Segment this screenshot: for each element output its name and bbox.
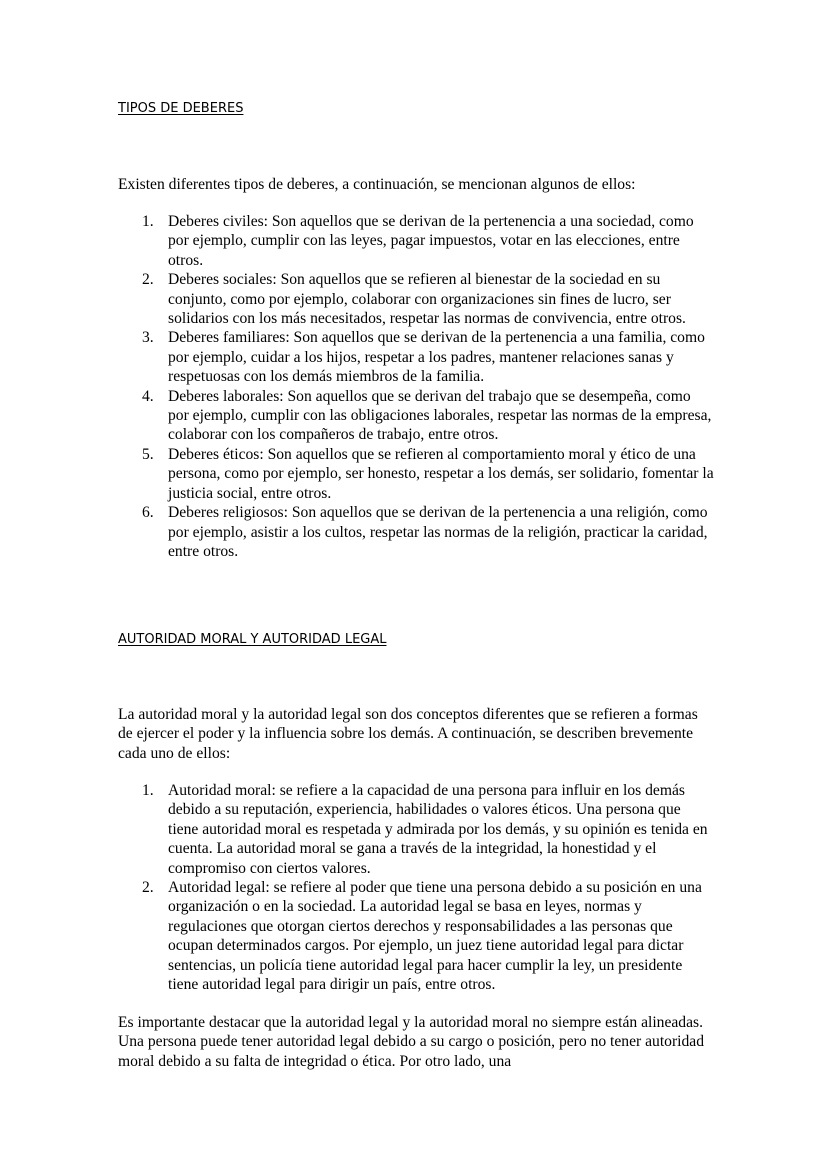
list-item (118, 445, 714, 503)
list-item-number: 6. (142, 504, 154, 522)
list-item-number: 5. (142, 445, 154, 463)
list-item (118, 387, 714, 445)
section-heading-autoridad: AUTORIDAD MORAL Y AUTORIDAD LEGAL (118, 632, 387, 647)
closing-paragraph: Es importante destacar que la autoridad legal y la autoridad moral no siempre están alineadas. Una persona puede tener autoridad legal debido a su cargo o posición, pero no tener autoridad moral debido a su falta de integridad o ética. Por otro lado, una (118, 1014, 705, 1070)
list-item-text: Deberes familiares: Son aquellos que se derivan de la pertenencia a una familia, como por ejemplo, cuidar a los hijos, respetar a los padres, mantener relaciones sanas y respetuosas con los demás miembros de la familia. (168, 329, 705, 386)
deberes-list (118, 212, 714, 561)
section-intro-deberes: Existen diferentes tipos de deberes, a continuación, se mencionan algunos de ellos: (118, 176, 636, 193)
list-item-text: Deberes civiles: Son aquellos que se derivan de la pertenencia a una sociedad, como por ejemplo, cumplir con las leyes, pagar impuestos, votar en las elecciones, entre otros. (168, 213, 694, 269)
list-item (118, 212, 714, 270)
section-intro-autoridad: La autoridad moral y la autoridad legal son dos conceptos diferentes que se refieren a formas de ejercer el poder y la influencia sobre los demás. A continuación, se describen brevemente cada uno de ellos: (118, 706, 698, 762)
list-item-text: Deberes éticos: Son aquellos que se refieren al comportamiento moral y ético de una persona, como por ejemplo, ser honesto, respetar a los demás, ser solidario, fomentar la justicia social, entre otros. (168, 445, 714, 502)
list-item-number: 2. (142, 879, 154, 897)
list-item-text: Deberes religiosos: Son aquellos que se derivan de la pertenencia a una religión, como por ejemplo, asistir a los cultos, respetar las normas de la religión, practicar la caridad, entre otros. (168, 504, 708, 560)
list-item-number: 1. (142, 782, 154, 799)
list-item-text: Autoridad moral: se refiere a la capacidad de una persona para influir en los demás debido a su reputación, experiencia, habilidades o valores éticos. Una persona que tiene autoridad moral es respetada y admirada por los demás, y su opinión es tenida en cuenta. La autoridad moral se gana a través de la integridad, la honestidad y el compromiso con ciertos valores. (168, 782, 708, 877)
list-item-text: Deberes laborales: Son aquellos que se derivan del trabajo que se desempeña, como por ejemplo, cumplir con las obligaciones laborales, respetar las normas de la empresa, colaborar con los compañeros de trabajo, entre otros. (168, 387, 712, 444)
list-item-number: 3. (142, 329, 154, 347)
list-item (118, 878, 714, 994)
list-item-text: Deberes sociales: Son aquellos que se refieren al bienestar de la sociedad en su conjunto, como por ejemplo, colaborar con organizaciones sin fines de lucro, ser solidarios con los más necesitados, respetar las normas de convivencia, entre otros. (168, 271, 686, 328)
section-heading-tipos-de-deberes: TIPOS DE DEBERES (118, 101, 244, 116)
list-item-number: 2. (142, 271, 154, 289)
list-item-text: Autoridad legal: se refiere al poder que tiene una persona debido a su posición en una organización o en la sociedad. La autoridad legal se basa en leyes, normas y regulaciones que otorgan ciertos derechos y responsabilidades a las personas que ocupan determinados cargos. Por ejemplo, un juez tiene autoridad legal para dictar sentencias, un policía tiene autoridad legal para hacer cumplir la ley, un presidente tiene autoridad legal para dirigir un país, entre otros. (168, 879, 702, 994)
list-item (118, 328, 714, 386)
list-item (118, 270, 714, 328)
list-item (118, 503, 714, 561)
list-item-number: 4. (142, 387, 154, 405)
list-item (118, 781, 714, 878)
list-item-number: 1. (142, 213, 154, 230)
autoridad-list (118, 781, 714, 994)
